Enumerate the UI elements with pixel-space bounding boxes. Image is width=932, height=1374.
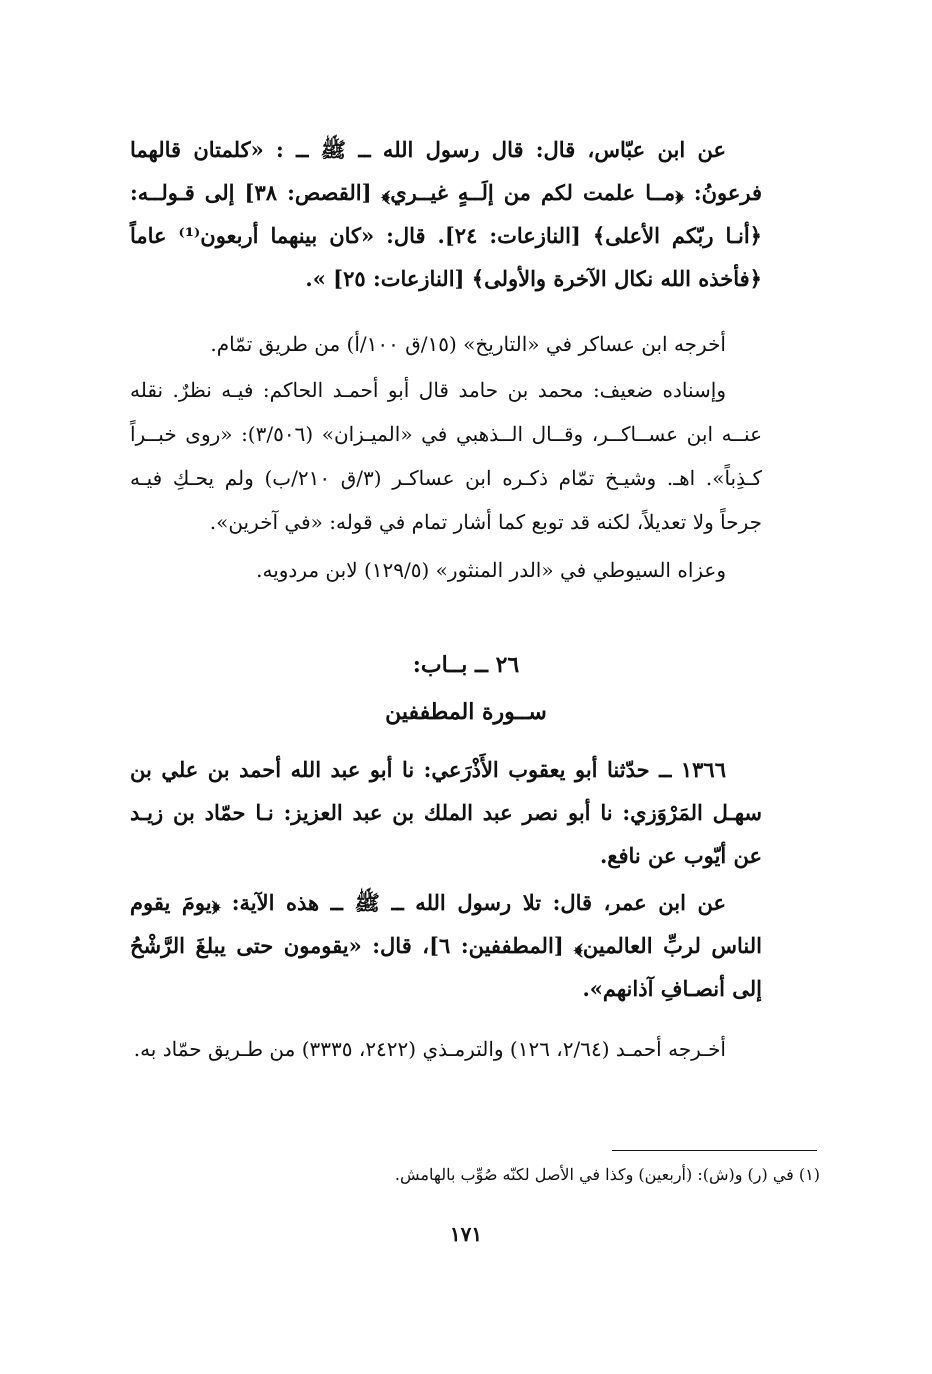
- hadith-matn-paragraph: عن ابن عبّاس، قال: قال رسول الله ــ ﷺ ــ : «كلمتان قالهما فرعونُ: ﴿مــا علمت لكم من إلَــهٍ غيــري﴾ [القصص: ٣٨] إلى قـولــه: ﴿أنـا ربّكم الأعلى﴾ [النازعات: ٢٤]. قال: «كان بينهما أربعون⁽¹⁾ عاماً ﴿فأخذه الله نكال الآخرة والأولى﴾ [النازعات: ٢٥] ».: [130, 137, 762, 291]
- chapter-title-heading: ســورة المطففين: [385, 699, 547, 725]
- chapter-number-heading: ٢٦ ــ بــاب:: [412, 652, 520, 678]
- page-number: ١٧١: [449, 1222, 483, 1246]
- commentary-block-2: [130, 1027, 762, 1071]
- takhrij-paragraph: أخرجه ابن عساكر في «التاريخ» (١٥/ق ١٠٠/أ) من طريق تمّام.: [210, 332, 726, 356]
- isnad-assessment-paragraph: وإسناده ضعيف: محمد بن حامد قال أبو أحمـد الحاكم: فيـه نظرٌ. نقله عنــه ابن عســاكــر، وقــال الــذهبي في «الميـزان» (٣/٥٠٦): «روى خبــراً كـذِباً». اهـ. وشيـخ تمّام ذكـره ابن عساكـر (٣/ق ٢١٠/ب) ولم يحـكِ فيـه جرحاً ولا تعديلاً، لكنه قد توبع كما أشار تمام في قوله: «في آخرين».: [130, 378, 762, 534]
- footnote-divider: [612, 1150, 817, 1151]
- takhrij-paragraph-2: أخـرجه أحمـد (٢/٦٤، ١٢٦) والترمـذي (٢٤٢٢، ٣٣٣٥) من طـريق حمّاد به.: [133, 1037, 726, 1061]
- commentary-block-1: [130, 322, 762, 592]
- attribution-paragraph: وعزاه السيوطي في «الدر المنثور» (١٢٩/٥) لابن مردويه.: [256, 558, 726, 582]
- hadith-text-block-2: [130, 748, 762, 1010]
- footnote: (١) في (ر) و(ش): (أربعين) وكذا في الأصل لكنّه صُوِّب بالهامش.: [394, 1165, 820, 1184]
- isnad-paragraph: ١٣٦٦ ــ حدّثنا أبو يعقوب الأَذْرَعي: نا أبو عبد الله أحمد بن علي بن سهـل المَرْوَزي: نا أبو نصر عبد الملك بن عبد العزيز: نـا حمّاد بن زيـد عن أيّوب عن نافع.: [130, 757, 762, 868]
- hadith-matn-paragraph-2: عن ابن عمر، قال: تلا رسول الله ــ ﷺ ــ هذه الآية: ﴿يومَ يقوم الناس لربِّ العالمين﴾ [المطففين: ٦]، قال: «يقومون حتى يبلغَ الرَّشْحُ إلى أنصـافِ آذانهم».: [130, 890, 762, 1001]
- hadith-text-block-1: [130, 128, 762, 300]
